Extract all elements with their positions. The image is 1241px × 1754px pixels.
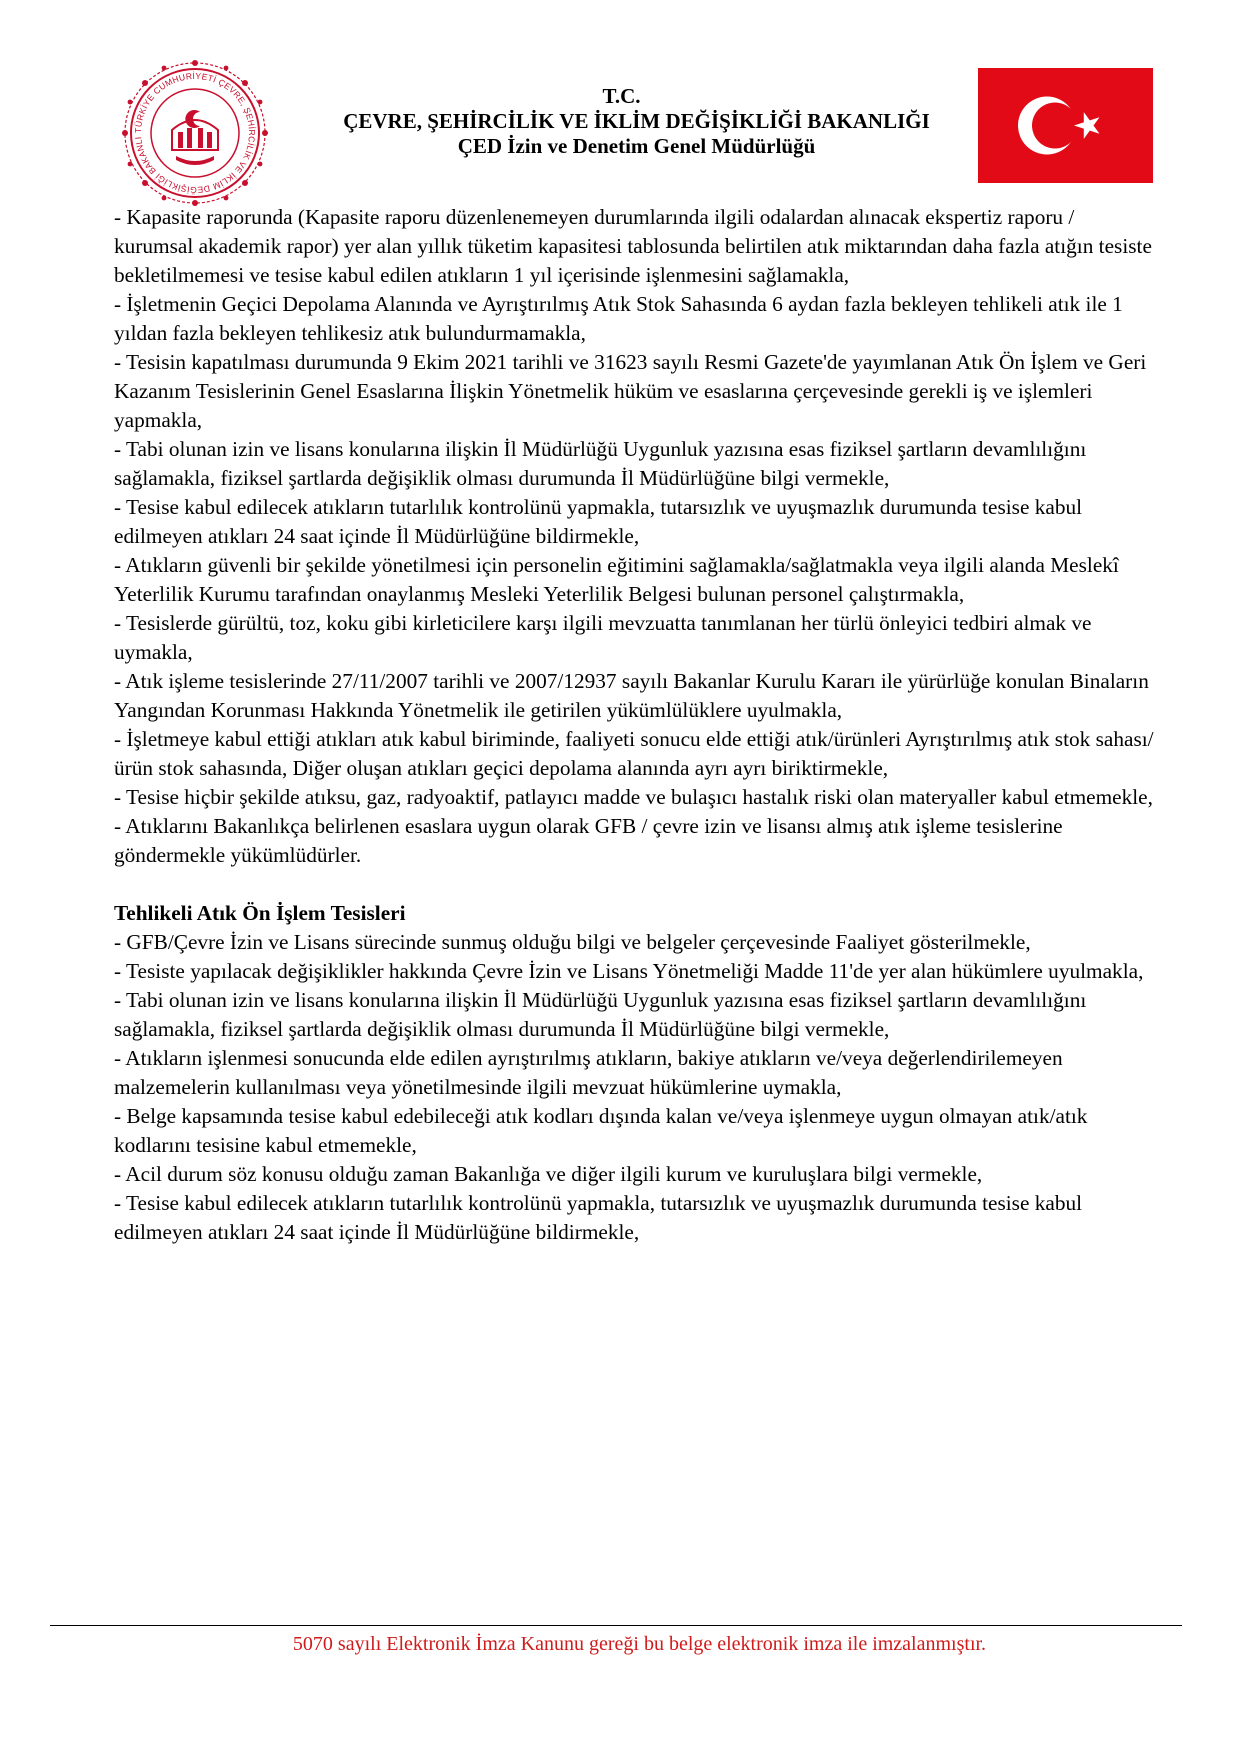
obligation-item: - Atıkların güvenli bir şekilde yönetilmesi için personelin eğitimini sağlamakla/sağlatmakla veya ilgili alanda Meslekî Yeterlilik Kurumu tarafından onaylanmış Mesleki Yeterlilik Belgesi bulunan personel çalıştırmakla, [114, 553, 1119, 606]
document-body [114, 203, 1154, 1247]
obligation-item: - Kapasite raporunda (Kapasite raporu düzenlenemeyen durumlarında ilgili odalardan alınacak ekspertiz raporu / kurumsal akademik rapor) yer alan yıllık tüketim kapasitesi tablosunda belirtilen atık miktarından daha fazla atığın tesiste bekletilmemesi ve tesise kabul edilen atıkların 1 yıl içerisinde işlenmesini sağlamakla, [114, 205, 1152, 287]
obligation-item: - Tesise kabul edilecek atıkların tutarlılık kontrolünü yapmakla, tutarsızlık ve uyuşmazlık durumunda tesise kabul edilmeyen atıkları 24 saat içinde İl Müdürlüğüne bildirmekle, [114, 495, 1083, 548]
obligation-item: - Tabi olunan izin ve lisans konularına ilişkin İl Müdürlüğü Uygunluk yazısına esas fiziksel şartların devamlılığını sağlamakla, fiziksel şartlarda değişiklik olması durumunda İl Müdürlüğüne bilgi vermekle, [114, 988, 1087, 1041]
obligation-item: - İşletmeye kabul ettiği atıkları atık kabul biriminde, faaliyeti sonucu elde ettiği atık/ürünleri Ayrıştırılmış atık stok sahası/ürün stok sahasında, Diğer oluşan atıkları geçici depolama alanında ayrı ayrı biriktirmekle, [114, 727, 1154, 780]
obligation-item: - GFB/Çevre İzin ve Lisans sürecinde sunmuş olduğu bilgi ve belgeler çerçevesinde Faaliyet gösterilmekle, [114, 930, 1031, 954]
obligation-item: - Atıkların işlenmesi sonucunda elde edilen ayrıştırılmış atıkların, bakiye atıkların ve/veya değerlendirilemeyen malzemelerin kullanılması veya yönetilmesinde ilgili mevzuat hükümlerine uymakla, [114, 1046, 1063, 1099]
obligation-item: - Atık işleme tesislerinde 27/11/2007 tarihli ve 2007/12937 sayılı Bakanlar Kurulu Kararı ile yürürlüğe konulan Binaların Yangından Korunması Hakkında Yönetmelik ile getirilen yükümlülüklere uyulmakla, [114, 669, 1149, 722]
document-header [0, 84, 1241, 159]
obligation-item: - Belge kapsamında tesise kabul edebileceği atık kodları dışında kalan ve/veya işlenmeye uygun olmayan atık/atık kodlarını tesisine kabul etmemekle, [114, 1104, 1088, 1157]
header-ministry-name: ÇEVRE, ŞEHİRCİLİK VE İKLİM DEĞİŞİKLİĞİ BAKANLIĞI [343, 109, 930, 133]
header-line-tc: T.C. [602, 84, 641, 108]
obligation-item: - Tesiste yapılacak değişiklikler hakkında Çevre İzin ve Lisans Yönetmeliği Madde 11'de yer alan hükümlere uyulmakla, [114, 959, 1144, 983]
obligation-item: - İşletmenin Geçici Depolama Alanında ve Ayrıştırılmış Atık Stok Sahasında 6 aydan fazla bekleyen tehlikeli atık ile 1 yıldan fazla bekleyen tehlikesiz atık bulundurmamakla, [114, 292, 1123, 345]
footer-divider [50, 1625, 1182, 1626]
obligation-item: - Tabi olunan izin ve lisans konularına ilişkin İl Müdürlüğü Uygunluk yazısına esas fiziksel şartların devamlılığını sağlamakla, fiziksel şartlarda değişiklik olması durumunda İl Müdürlüğüne bilgi vermekle, [114, 437, 1087, 490]
e-signature-note: 5070 sayılı Elektronik İmza Kanunu gereği bu belge elektronik imza ile imzalanmıştır. [292, 1633, 987, 1655]
obligation-item: - Tesislerde gürültü, toz, koku gibi kirleticilere karşı ilgili mevzuatta tanımlanan her türlü önleyici tedbiri almak ve uymakla, [114, 611, 1092, 664]
section-title: Tehlikeli Atık Ön İşlem Tesisleri [114, 901, 406, 925]
obligation-item: - Tesise kabul edilecek atıkların tutarlılık kontrolünü yapmakla, tutarsızlık ve uyuşmazlık durumunda tesise kabul edilmeyen atıkları 24 saat içinde İl Müdürlüğüne bildirmekle, [114, 1191, 1083, 1244]
svg-text:TÜRKİYE CUMHURİYETİ ÇEVRE, ŞEH: TÜRKİYE CUMHURİYETİ ÇEVRE, ŞEHİRCİLİK VE İKLİM DEĞİŞİKLİĞİ BAKANLI [132, 70, 258, 196]
obligation-item: - Tesise hiçbir şekilde atıksu, gaz, radyoaktif, patlayıcı madde ve bulaşıcı hastalık riski olan materyaller kabul etmemekle, [114, 785, 1153, 809]
obligation-item: - Acil durum söz konusu olduğu zaman Bakanlığa ve diğer ilgili kurum ve kuruluşlara bilgi vermekle, [114, 1162, 983, 1186]
obligation-item: - Atıklarını Bakanlıkça belirlenen esaslara uygun olarak GFB / çevre izin ve lisansı almış atık işleme tesislerine göndermekle yükümlüdürler. [114, 814, 1063, 867]
header-directorate-name: ÇED İzin ve Denetim Genel Müdürlüğü [457, 134, 816, 158]
obligation-item: - Tesisin kapatılması durumunda 9 Ekim 2021 tarihli ve 31623 sayılı Resmi Gazete'de yayımlanan Atık Ön İşlem ve Geri Kazanım Tesislerinin Genel Esaslarına İlişkin Yönetmelik hüküm ve esaslarına çerçevesinde gerekli iş ve işlemleri yapmakla, [114, 350, 1147, 432]
